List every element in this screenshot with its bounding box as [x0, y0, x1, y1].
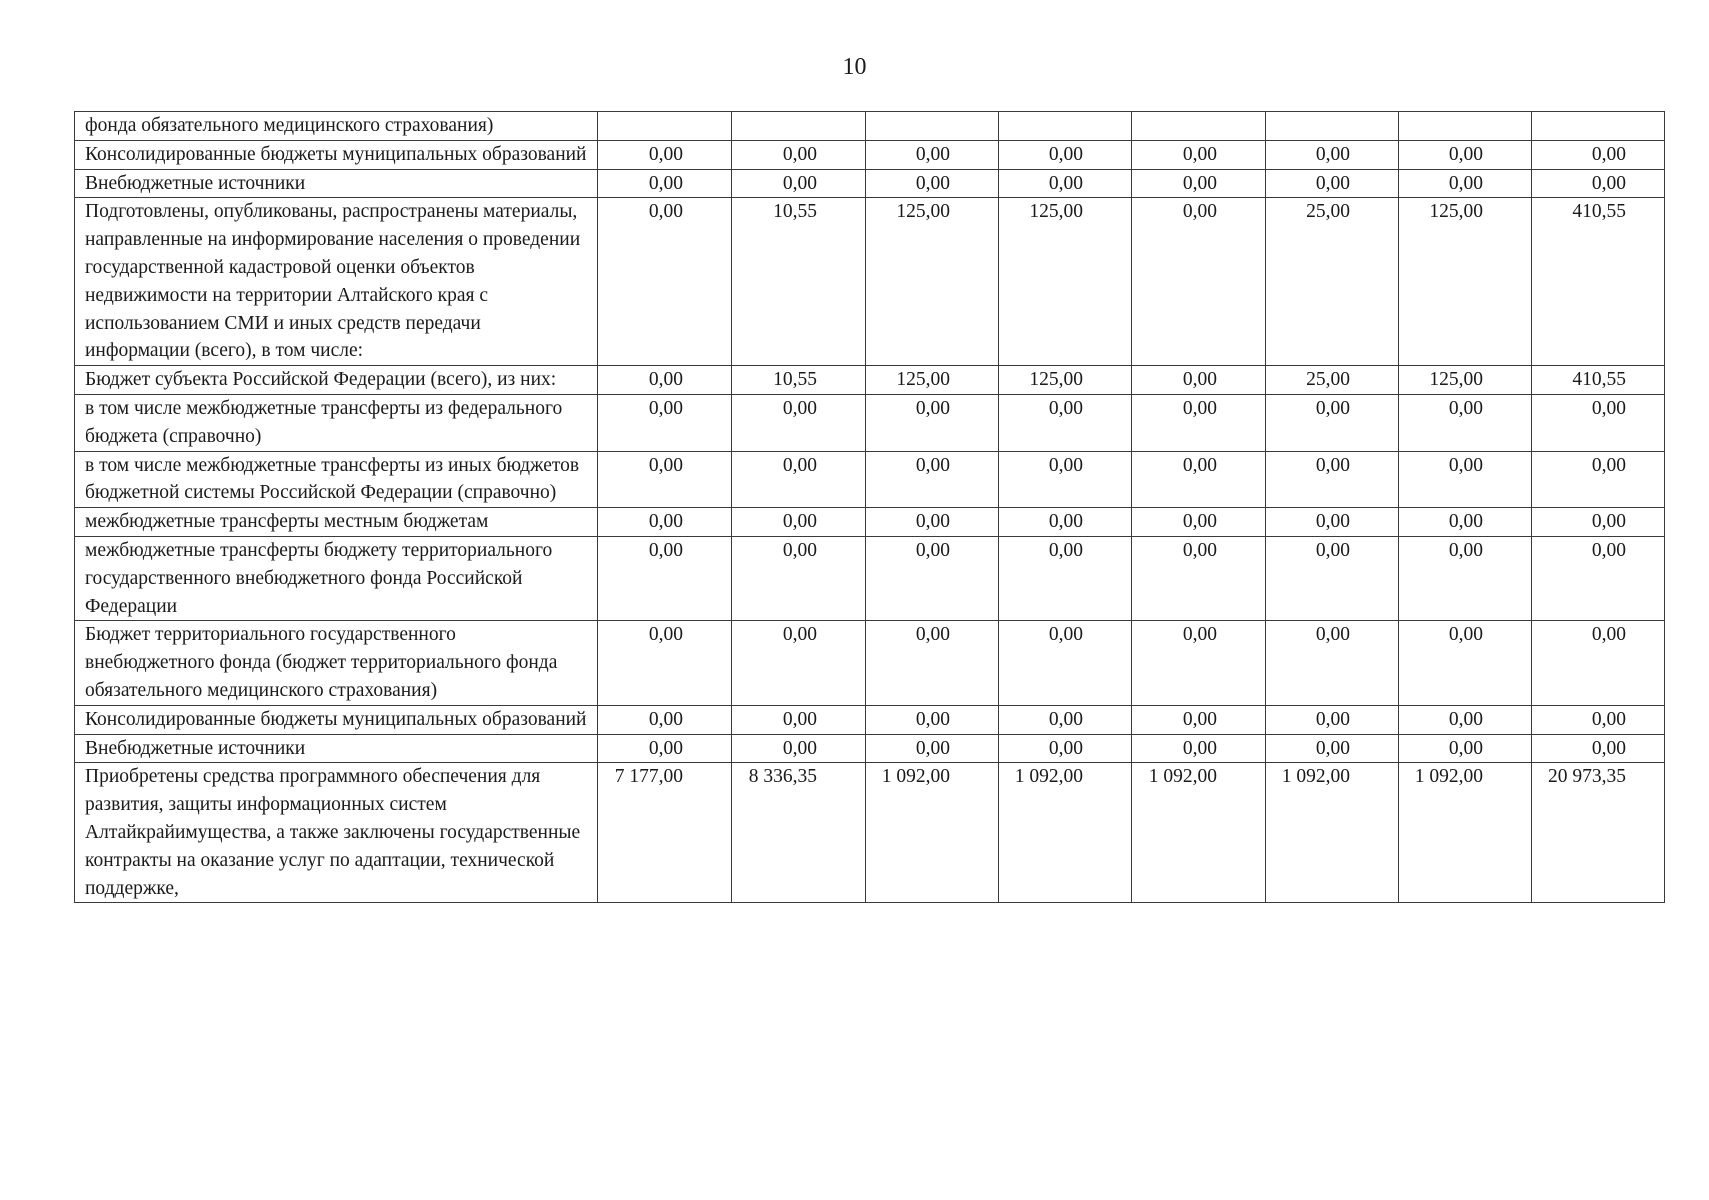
value-cell: 0,00 — [1399, 621, 1532, 705]
value-cell: 0,00 — [1399, 169, 1532, 198]
value-cell: 10,55 — [732, 198, 866, 366]
value-cell: 0,00 — [1266, 508, 1399, 537]
value-cell: 0,00 — [866, 734, 999, 763]
value-cell: 0,00 — [598, 705, 732, 734]
value-cell: 10,55 — [732, 366, 866, 395]
table-row — [75, 394, 1665, 451]
value-cell: 0,00 — [1532, 140, 1665, 169]
value-cell: 0,00 — [1132, 734, 1266, 763]
table-row — [75, 536, 1665, 620]
value-cell: 0,00 — [866, 508, 999, 537]
value-cell: 0,00 — [598, 536, 732, 620]
value-cell: 0,00 — [866, 169, 999, 198]
table-row — [75, 763, 1665, 903]
value-cell: 1 092,00 — [1132, 763, 1266, 903]
value-cell: 0,00 — [1132, 366, 1266, 395]
value-cell: 0,00 — [732, 508, 866, 537]
row-label: межбюджетные трансферты местным бюджетам — [75, 508, 598, 537]
value-cell: 0,00 — [1532, 705, 1665, 734]
value-cell: 0,00 — [1132, 621, 1266, 705]
row-label: Внебюджетные источники — [75, 734, 598, 763]
value-cell: 25,00 — [1266, 366, 1399, 395]
value-cell: 0,00 — [1399, 536, 1532, 620]
value-cell — [1399, 112, 1532, 141]
value-cell: 0,00 — [866, 536, 999, 620]
value-cell: 0,00 — [1132, 169, 1266, 198]
value-cell: 0,00 — [999, 451, 1132, 508]
page-number: 10 — [842, 54, 867, 80]
value-cell: 0,00 — [1132, 536, 1266, 620]
table-row — [75, 366, 1665, 395]
table-row — [75, 508, 1665, 537]
value-cell: 0,00 — [866, 140, 999, 169]
value-cell: 0,00 — [999, 734, 1132, 763]
value-cell: 125,00 — [1399, 198, 1532, 366]
value-cell: 0,00 — [1532, 621, 1665, 705]
value-cell: 0,00 — [866, 621, 999, 705]
value-cell: 0,00 — [1399, 705, 1532, 734]
value-cell: 0,00 — [1132, 394, 1266, 451]
table-row — [75, 451, 1665, 508]
row-label: Приобретены средства программного обеспечения для развития, защиты информационных систем Алтайкрайимущества, а также заключены государственные контракты на оказание услуг по адаптации, технической поддержке, — [75, 763, 598, 903]
row-label: Подготовлены, опубликованы, распространены материалы, направленные на информирование населения о проведении государственной кадастровой оценки объектов недвижимости на территории Алтайского края с использованием СМИ и иных средств передачи информации (всего), в том числе: — [75, 198, 598, 366]
value-cell: 0,00 — [598, 508, 732, 537]
table-row — [75, 169, 1665, 198]
value-cell: 0,00 — [598, 198, 732, 366]
table-row — [75, 705, 1665, 734]
value-cell: 0,00 — [1132, 140, 1266, 169]
value-cell: 0,00 — [866, 394, 999, 451]
value-cell: 0,00 — [732, 169, 866, 198]
value-cell: 0,00 — [1132, 198, 1266, 366]
value-cell: 0,00 — [1266, 169, 1399, 198]
value-cell — [1132, 112, 1266, 141]
value-cell: 0,00 — [1266, 451, 1399, 508]
value-cell: 0,00 — [999, 536, 1132, 620]
value-cell: 0,00 — [598, 621, 732, 705]
value-cell: 0,00 — [732, 140, 866, 169]
row-label: в том числе межбюджетные трансферты из иных бюджетов бюджетной системы Российской Федерации (справочно) — [75, 451, 598, 508]
value-cell: 0,00 — [999, 169, 1132, 198]
value-cell: 125,00 — [999, 366, 1132, 395]
value-cell: 125,00 — [999, 198, 1132, 366]
row-label: фонда обязательного медицинского страхования) — [75, 112, 598, 141]
value-cell: 0,00 — [732, 734, 866, 763]
value-cell: 0,00 — [598, 169, 732, 198]
value-cell — [866, 112, 999, 141]
value-cell: 0,00 — [1399, 140, 1532, 169]
value-cell: 0,00 — [999, 508, 1132, 537]
value-cell: 0,00 — [1532, 508, 1665, 537]
value-cell: 0,00 — [866, 705, 999, 734]
value-cell: 0,00 — [1132, 705, 1266, 734]
table-row — [75, 621, 1665, 705]
value-cell — [999, 112, 1132, 141]
value-cell: 0,00 — [1532, 536, 1665, 620]
value-cell: 25,00 — [1266, 198, 1399, 366]
value-cell: 0,00 — [1399, 451, 1532, 508]
value-cell: 0,00 — [999, 705, 1132, 734]
row-label: Внебюджетные источники — [75, 169, 598, 198]
value-cell — [598, 112, 732, 141]
value-cell: 0,00 — [1532, 169, 1665, 198]
row-label: в том числе межбюджетные трансферты из федерального бюджета (справочно) — [75, 394, 598, 451]
value-cell: 0,00 — [999, 621, 1132, 705]
value-cell: 0,00 — [1266, 140, 1399, 169]
value-cell: 0,00 — [1399, 734, 1532, 763]
value-cell: 0,00 — [598, 451, 732, 508]
row-label: Консолидированные бюджеты муниципальных образований — [75, 140, 598, 169]
value-cell: 1 092,00 — [866, 763, 999, 903]
value-cell: 125,00 — [866, 198, 999, 366]
value-cell — [1266, 112, 1399, 141]
value-cell: 0,00 — [1532, 734, 1665, 763]
value-cell: 0,00 — [598, 140, 732, 169]
value-cell: 0,00 — [1266, 394, 1399, 451]
table-row — [75, 198, 1665, 366]
value-cell: 0,00 — [1532, 451, 1665, 508]
value-cell: 0,00 — [732, 621, 866, 705]
value-cell: 410,55 — [1532, 198, 1665, 366]
table-row — [75, 112, 1665, 141]
value-cell: 7 177,00 — [598, 763, 732, 903]
table-row — [75, 734, 1665, 763]
row-label: Бюджет субъекта Российской Федерации (всего), из них: — [75, 366, 598, 395]
value-cell: 1 092,00 — [999, 763, 1132, 903]
value-cell: 20 973,35 — [1532, 763, 1665, 903]
value-cell: 0,00 — [866, 451, 999, 508]
value-cell: 0,00 — [598, 394, 732, 451]
value-cell: 0,00 — [999, 394, 1132, 451]
value-cell: 0,00 — [1399, 508, 1532, 537]
value-cell: 0,00 — [732, 394, 866, 451]
value-cell: 0,00 — [1532, 394, 1665, 451]
value-cell: 0,00 — [1266, 734, 1399, 763]
value-cell: 0,00 — [1132, 451, 1266, 508]
value-cell: 0,00 — [999, 140, 1132, 169]
value-cell — [732, 112, 866, 141]
value-cell: 0,00 — [1132, 508, 1266, 537]
budget-table-body — [75, 112, 1665, 903]
value-cell: 410,55 — [1532, 366, 1665, 395]
value-cell: 0,00 — [1266, 621, 1399, 705]
value-cell: 0,00 — [1266, 536, 1399, 620]
value-cell — [1532, 112, 1665, 141]
budget-table — [74, 111, 1665, 903]
value-cell: 0,00 — [598, 734, 732, 763]
value-cell: 0,00 — [1266, 705, 1399, 734]
value-cell: 0,00 — [1399, 394, 1532, 451]
row-label: Бюджет территориального государственного внебюджетного фонда (бюджет территориального фонда обязательного медицинского страхования) — [75, 621, 598, 705]
value-cell: 1 092,00 — [1399, 763, 1532, 903]
value-cell: 1 092,00 — [1266, 763, 1399, 903]
row-label: межбюджетные трансферты бюджету территориального государственного внебюджетного фонда Российской Федерации — [75, 536, 598, 620]
value-cell: 0,00 — [732, 705, 866, 734]
value-cell: 8 336,35 — [732, 763, 866, 903]
value-cell: 0,00 — [732, 536, 866, 620]
row-label: Консолидированные бюджеты муниципальных образований — [75, 705, 598, 734]
value-cell: 0,00 — [598, 366, 732, 395]
value-cell: 125,00 — [866, 366, 999, 395]
value-cell: 0,00 — [732, 451, 866, 508]
value-cell: 125,00 — [1399, 366, 1532, 395]
table-row — [75, 140, 1665, 169]
